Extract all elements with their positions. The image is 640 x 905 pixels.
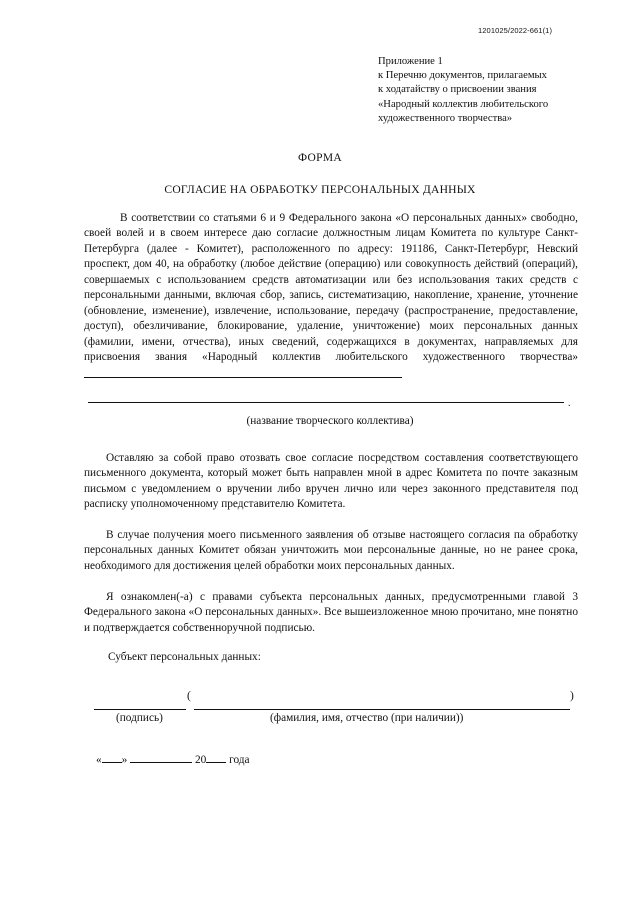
appendix-block bbox=[378, 55, 548, 126]
date-close-quote: » bbox=[121, 754, 128, 766]
withdrawal-paragraph: В случае получения моего письменного заявления об отзыве настоящего согласия па обработку персональных данных Комитет обязан уничтожить мои персональные данные, но не ранее срока, необходимого для достижения целей обработки моих персональных данных. bbox=[84, 529, 578, 572]
subject-label: Субъект персональных данных: bbox=[108, 651, 261, 663]
collective-name-label: (название творческого коллектива) bbox=[246, 415, 414, 427]
line-end-dot: . bbox=[568, 398, 571, 409]
signature-label: (подпись) bbox=[116, 712, 163, 724]
document-id: 1201025/2022-661(1) bbox=[478, 26, 553, 35]
appendix-line: Приложение 1 bbox=[378, 56, 443, 67]
document-title: СОГЛАСИЕ НА ОБРАБОТКУ ПЕРСОНАЛЬНЫХ ДАННЫХ bbox=[164, 183, 476, 196]
full-name-label: (фамилия, имя, отчество (при наличии)) bbox=[270, 712, 464, 724]
year-suffix: года bbox=[229, 754, 250, 766]
appendix-line: художественного творчества» bbox=[378, 112, 513, 124]
appendix-line: к ходатайству о присвоении звания bbox=[378, 84, 537, 96]
date-open-quote: « bbox=[96, 754, 102, 766]
appendix-line: «Народный коллектив любительского bbox=[378, 98, 549, 110]
collective-name-line[interactable] bbox=[88, 402, 564, 403]
paren-close: ) bbox=[570, 690, 574, 702]
appendix-line: к Перечню документов, прилагаемых bbox=[378, 70, 547, 82]
paren-open: ( bbox=[187, 690, 191, 702]
consent-paragraph bbox=[84, 211, 578, 383]
signature-line[interactable] bbox=[94, 709, 186, 710]
year-blank[interactable] bbox=[206, 752, 226, 763]
acknowledgement-paragraph: Я ознакомлен(-а) с правами субъекта персональных данных, предусмотренными главой 3 Федерального закона «О персональных данных». Все вышеизложенное мною прочитано, мне понятно и подтверждается собственноручной подписью. bbox=[84, 591, 578, 634]
year-prefix: 20 bbox=[194, 754, 207, 766]
revocation-paragraph: Оставляю за собой право отозвать свое согласие посредством составления соответствующего письменного документа, который может быть направлен мной в адрес Комитета по почте заказным письмом с уведомлением о вручении либо вручен лично или через законного представителя под расписку уполномоченному представителю Комитета. bbox=[84, 452, 578, 511]
month-blank[interactable] bbox=[130, 752, 192, 763]
day-blank[interactable] bbox=[102, 752, 122, 763]
collective-name-blank[interactable] bbox=[84, 366, 402, 378]
date-line bbox=[96, 752, 250, 766]
full-name-line[interactable] bbox=[194, 709, 570, 710]
form-label: ФОРМА bbox=[298, 152, 342, 164]
consent-text: В соответствии со статьями 6 и 9 Федерального закона «О персональных данных» свободно, своей волей и в своем интересе даю согласие должностным лицам Комитета по культуре Санкт-Петербурга (далее - Комитет), расположенного по адресу: 191186, Санкт-Петербург, Невский проспект, дом 40, на обработку (любое действие (операцию) или совокупность действий (операций), совершаемых с использованием средств автоматизации или без использования таких средств с персональными данными, включая сбор, запись, систематизацию, накопление, хранение, уточнение (обновление, изменение), извлечение, использование, передачу (распространение, предоставление, доступ), обезличивание, блокирование, удаление, уничтожение) моих персональных данных (фамилии, имени, отчества), иных сведений, содержащихся в документах, направляемых для присвоения звания «Народный коллектив любительского художественного творчества» bbox=[84, 212, 578, 364]
